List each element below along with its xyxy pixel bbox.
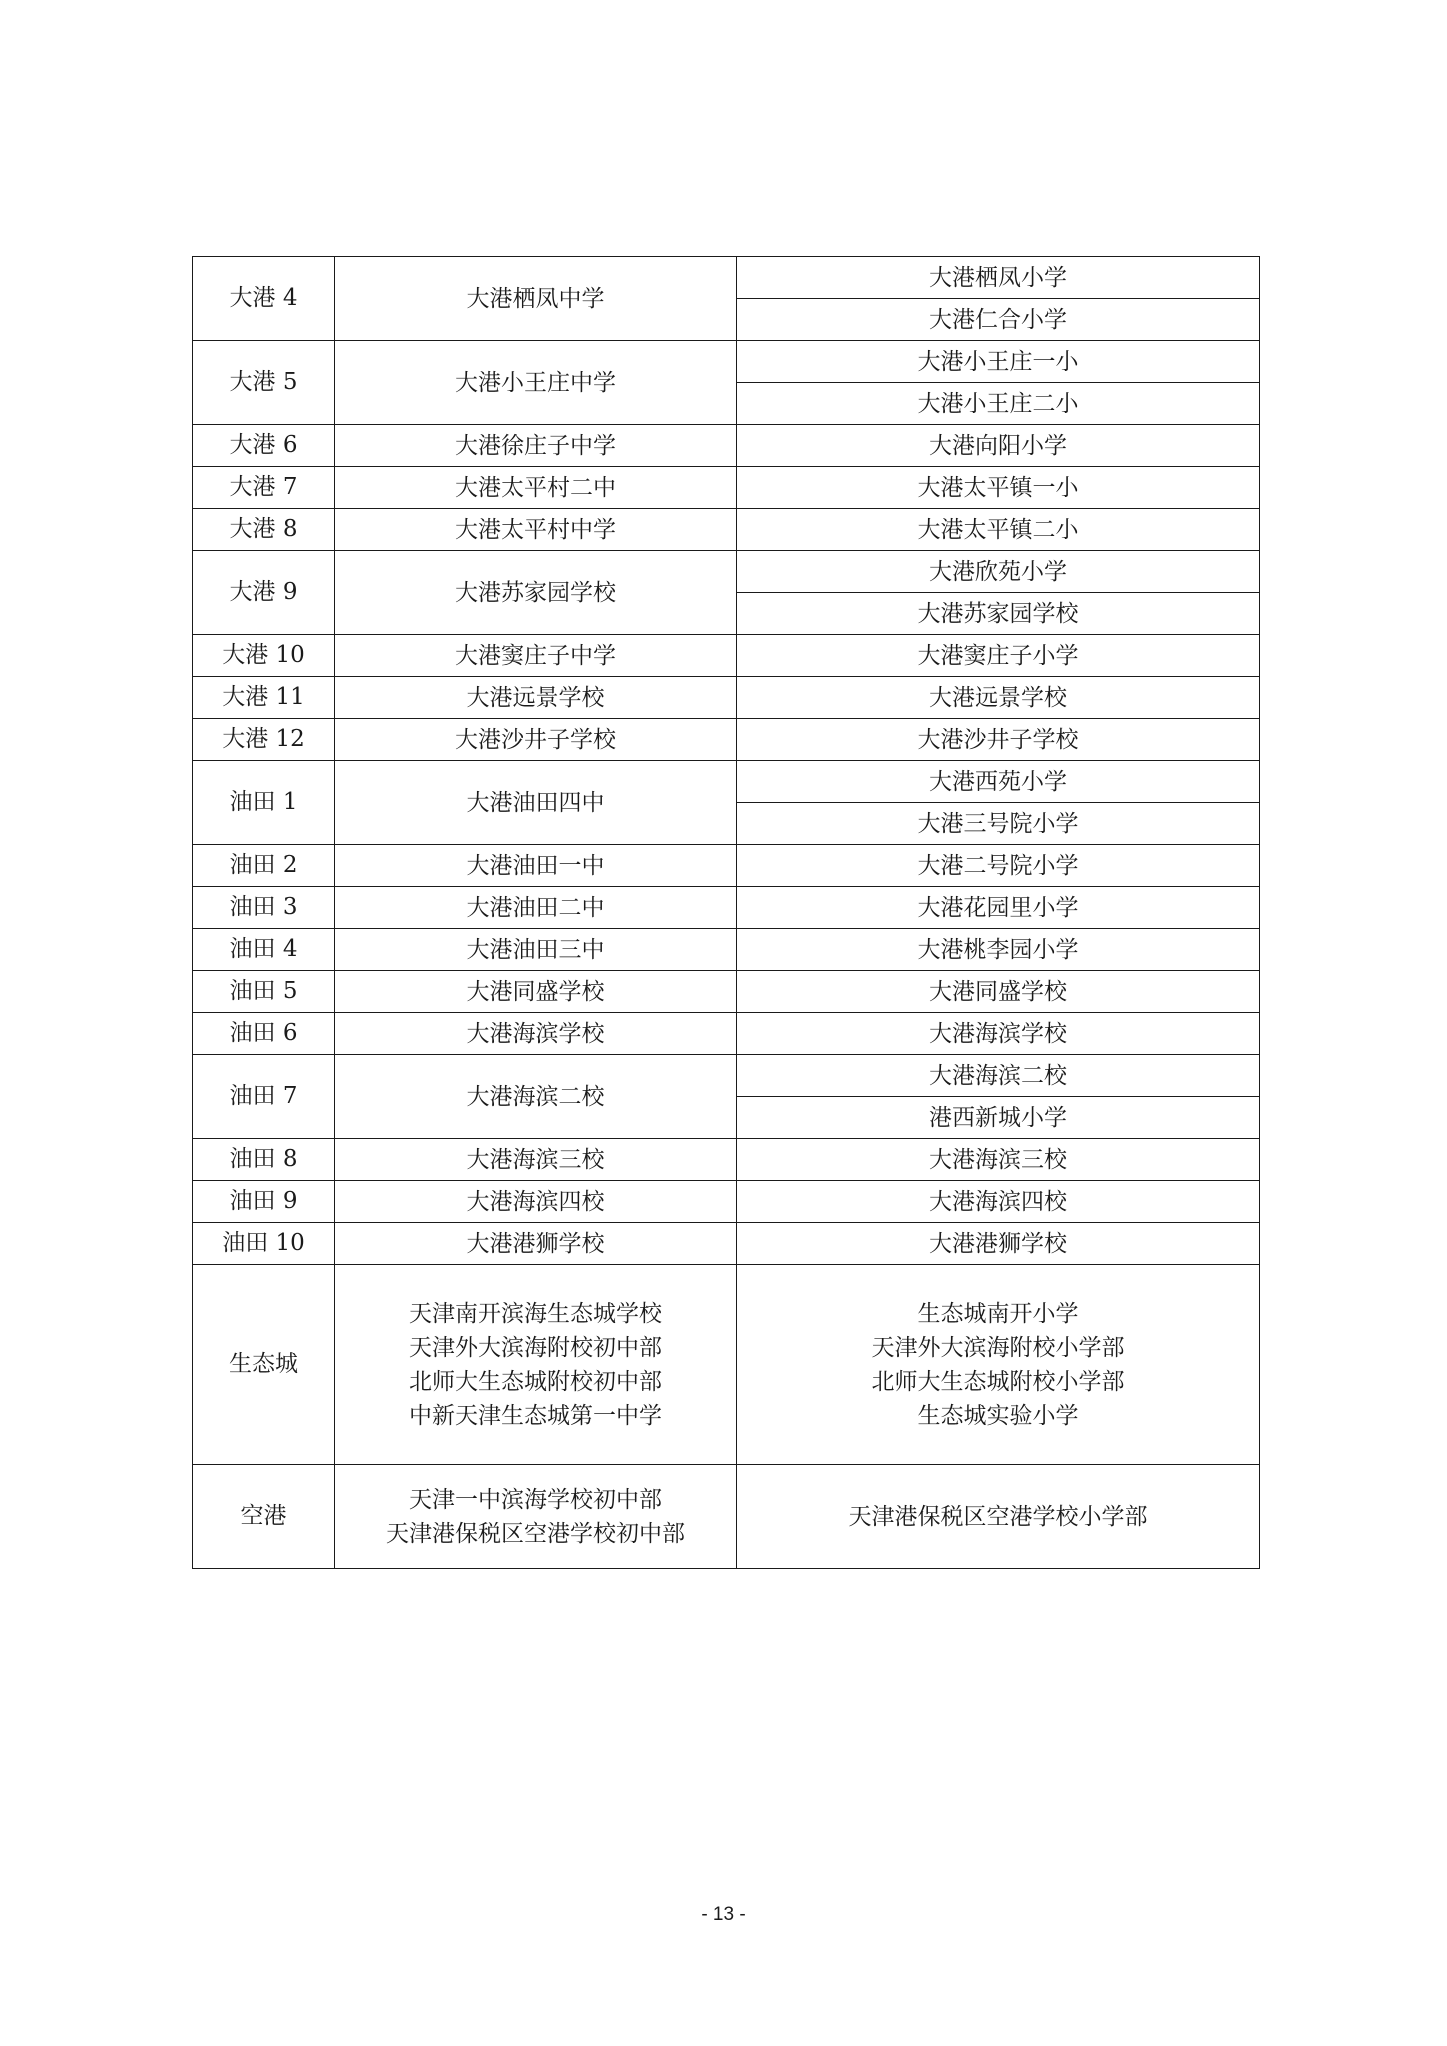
- table-row: [193, 467, 1260, 509]
- table-row: [193, 719, 1260, 761]
- primary-school-name: 天津外大滨海附校小学部: [871, 1334, 1125, 1361]
- middle-school-name: 天津港保税区空港学校初中部: [386, 1520, 685, 1547]
- district-cell: 油田 2: [193, 845, 335, 887]
- primary-school-cell: [737, 1055, 1260, 1097]
- primary-school-name: 港西新城小学: [929, 1104, 1067, 1131]
- table-row: [193, 761, 1260, 803]
- primary-school-cell: [737, 299, 1260, 341]
- table-row: [193, 425, 1260, 467]
- primary-school-name: 大港同盛学校: [929, 978, 1067, 1005]
- primary-school-cell: [737, 1013, 1260, 1055]
- primary-school-name: 大港三号院小学: [917, 810, 1079, 837]
- primary-school-cell: [737, 425, 1260, 467]
- primary-school-name: 大港桃李园小学: [917, 936, 1079, 963]
- primary-school-cell: [737, 341, 1260, 383]
- primary-school-name: 生态城实验小学: [917, 1402, 1079, 1429]
- table-row: [193, 677, 1260, 719]
- primary-school-cell: [737, 677, 1260, 719]
- district-cell: 大港 12: [193, 719, 335, 761]
- primary-school-name: 大港海滨三校: [929, 1146, 1067, 1173]
- table-row: [193, 1181, 1260, 1223]
- middle-school-cell: [335, 929, 737, 971]
- middle-school-cell: [335, 1013, 737, 1055]
- middle-school-cell: [335, 467, 737, 509]
- table-row: [193, 971, 1260, 1013]
- primary-school-cell: [737, 1097, 1260, 1139]
- primary-school-name: 大港花园里小学: [917, 894, 1079, 921]
- middle-school-name: 大港苏家园学校: [455, 579, 616, 606]
- middle-school-name: 大港海滨三校: [466, 1146, 605, 1173]
- primary-school-cell: [737, 257, 1260, 299]
- primary-school-name: 大港港狮学校: [929, 1230, 1067, 1257]
- middle-school-cell: [335, 1055, 737, 1139]
- primary-school-cell: [737, 929, 1260, 971]
- primary-school-name: 天津港保税区空港学校小学部: [848, 1503, 1148, 1530]
- primary-school-name: 大港向阳小学: [929, 432, 1067, 459]
- primary-school-cell: [737, 593, 1260, 635]
- primary-school-cell: [737, 1265, 1260, 1465]
- primary-school-cell: [737, 1223, 1260, 1265]
- district-cell: 大港 7: [193, 467, 335, 509]
- primary-school-name: 大港太平镇一小: [917, 474, 1079, 501]
- primary-school-name: 大港苏家园学校: [917, 600, 1079, 627]
- middle-school-cell: [335, 761, 737, 845]
- middle-school-cell: [335, 509, 737, 551]
- middle-school-cell: [335, 425, 737, 467]
- district-cell: 油田 3: [193, 887, 335, 929]
- middle-school-name: 大港油田四中: [466, 789, 605, 816]
- middle-school-cell: [335, 845, 737, 887]
- district-cell: 大港 9: [193, 551, 335, 635]
- primary-school-cell: [737, 509, 1260, 551]
- middle-school-cell: [335, 1265, 737, 1465]
- middle-school-name: 天津南开滨海生态城学校: [409, 1300, 662, 1327]
- primary-school-name: 大港二号院小学: [917, 852, 1079, 879]
- primary-school-name: 大港海滨学校: [929, 1020, 1067, 1047]
- primary-school-name: 大港欣苑小学: [929, 558, 1067, 585]
- primary-school-cell: [737, 635, 1260, 677]
- table-row: [193, 845, 1260, 887]
- primary-school-cell: [737, 971, 1260, 1013]
- primary-school-cell: [737, 803, 1260, 845]
- district-cell: 油田 1: [193, 761, 335, 845]
- table-row: [193, 551, 1260, 593]
- primary-school-name: 大港小王庄一小: [917, 348, 1079, 375]
- primary-school-name: 大港远景学校: [929, 684, 1067, 711]
- primary-school-cell: [737, 845, 1260, 887]
- middle-school-cell: [335, 257, 737, 341]
- district-cell: 大港 10: [193, 635, 335, 677]
- middle-school-name: 北师大生态城附校初中部: [409, 1368, 662, 1395]
- primary-school-cell: [737, 551, 1260, 593]
- district-cell: 大港 11: [193, 677, 335, 719]
- middle-school-cell: [335, 551, 737, 635]
- primary-school-name: 大港沙井子学校: [917, 726, 1079, 753]
- middle-school-name: 中新天津生态城第一中学: [409, 1402, 662, 1429]
- district-cell: 生态城: [193, 1265, 335, 1465]
- table-row: [193, 929, 1260, 971]
- primary-school-name: 大港仁合小学: [929, 306, 1067, 333]
- middle-school-name: 大港海滨二校: [466, 1083, 605, 1110]
- middle-school-cell: [335, 635, 737, 677]
- middle-school-cell: [335, 1181, 737, 1223]
- middle-school-cell: [335, 1465, 737, 1569]
- district-cell: 大港 6: [193, 425, 335, 467]
- district-cell: 油田 6: [193, 1013, 335, 1055]
- primary-school-name: 大港小王庄二小: [917, 390, 1079, 417]
- primary-school-cell: [737, 467, 1260, 509]
- middle-school-name: 大港沙井子学校: [455, 726, 616, 753]
- table-row: [193, 887, 1260, 929]
- district-cell: 油田 4: [193, 929, 335, 971]
- middle-school-name: 大港小王庄中学: [455, 369, 616, 396]
- table-row: [193, 341, 1260, 383]
- table-row: [193, 1223, 1260, 1265]
- primary-school-name: 大港太平镇二小: [917, 516, 1079, 543]
- district-cell: 大港 5: [193, 341, 335, 425]
- district-cell: 油田 8: [193, 1139, 335, 1181]
- table-row: [193, 1139, 1260, 1181]
- middle-school-cell: [335, 341, 737, 425]
- middle-school-name: 天津一中滨海学校初中部: [409, 1486, 662, 1513]
- middle-school-name: 大港港狮学校: [466, 1230, 605, 1257]
- primary-school-name: 大港栖凤小学: [929, 264, 1067, 291]
- middle-school-cell: [335, 719, 737, 761]
- middle-school-cell: [335, 971, 737, 1013]
- page-number: - 13 -: [701, 1904, 746, 1925]
- primary-school-name: 北师大生态城附校小学部: [871, 1368, 1125, 1395]
- primary-school-name: 大港西苑小学: [929, 768, 1067, 795]
- district-cell: 油田 9: [193, 1181, 335, 1223]
- primary-school-cell: [737, 1465, 1260, 1569]
- middle-school-name: 大港徐庄子中学: [455, 432, 616, 459]
- table-row: [193, 1055, 1260, 1097]
- middle-school-name: 大港太平村二中: [455, 474, 616, 501]
- primary-school-name: 生态城南开小学: [917, 1300, 1079, 1327]
- primary-school-name: 大港窦庄子小学: [917, 642, 1079, 669]
- table-row: [193, 509, 1260, 551]
- middle-school-name: 大港远景学校: [466, 684, 605, 711]
- district-cell: 油田 5: [193, 971, 335, 1013]
- middle-school-name: 大港油田三中: [466, 936, 605, 963]
- primary-school-cell: [737, 1139, 1260, 1181]
- middle-school-cell: [335, 887, 737, 929]
- table-row: [193, 257, 1260, 299]
- primary-school-cell: [737, 761, 1260, 803]
- table-row: [193, 1265, 1260, 1465]
- primary-school-cell: [737, 383, 1260, 425]
- middle-school-name: 大港栖凤中学: [466, 285, 605, 312]
- middle-school-cell: [335, 1223, 737, 1265]
- table-row: [193, 635, 1260, 677]
- primary-school-name: 大港海滨二校: [929, 1062, 1067, 1089]
- table-row: [193, 1013, 1260, 1055]
- district-cell: 大港 8: [193, 509, 335, 551]
- middle-school-name: 大港海滨学校: [466, 1020, 605, 1047]
- primary-school-cell: [737, 1181, 1260, 1223]
- primary-school-name: 大港海滨四校: [929, 1188, 1067, 1215]
- middle-school-cell: [335, 677, 737, 719]
- school-assignment-table: [192, 256, 1260, 1569]
- middle-school-name: 大港油田一中: [466, 852, 605, 879]
- primary-school-cell: [737, 719, 1260, 761]
- middle-school-name: 大港窦庄子中学: [455, 642, 616, 669]
- middle-school-name: 天津外大滨海附校初中部: [409, 1334, 662, 1361]
- district-cell: 空港: [193, 1465, 335, 1569]
- primary-school-cell: [737, 887, 1260, 929]
- middle-school-cell: [335, 1139, 737, 1181]
- middle-school-name: 大港同盛学校: [466, 978, 605, 1005]
- district-cell: 油田 10: [193, 1223, 335, 1265]
- district-cell: 油田 7: [193, 1055, 335, 1139]
- middle-school-name: 大港海滨四校: [466, 1188, 605, 1215]
- district-cell: 大港 4: [193, 257, 335, 341]
- middle-school-name: 大港油田二中: [466, 894, 605, 921]
- table-row: [193, 1465, 1260, 1569]
- middle-school-name: 大港太平村中学: [455, 516, 616, 543]
